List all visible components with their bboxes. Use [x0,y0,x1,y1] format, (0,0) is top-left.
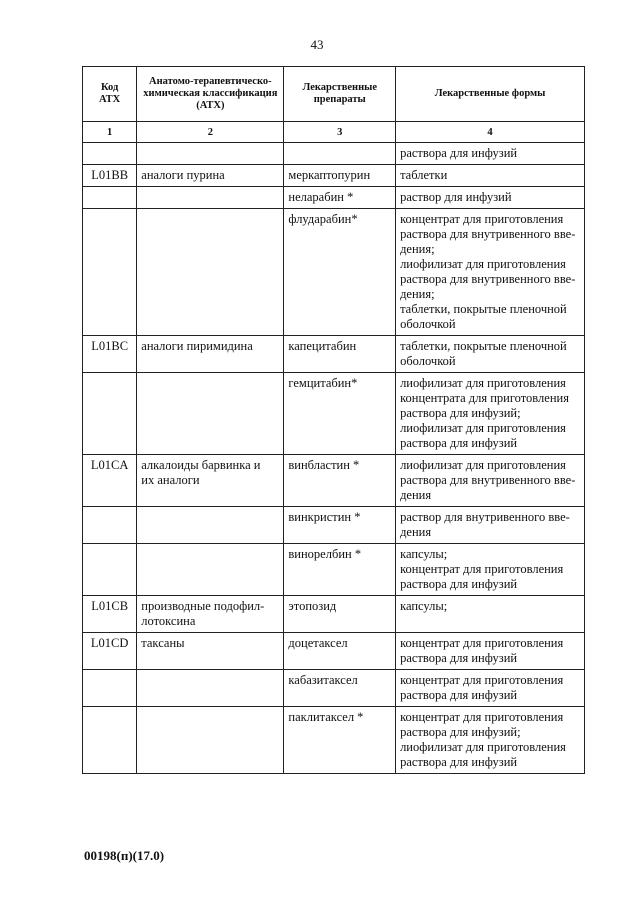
atx-code-cell: L01CD [83,633,137,670]
atx-code-cell [83,507,137,544]
dosage-forms-cell: таблетки, покрытые пленочной оболочкой [396,336,585,373]
atx-code-cell: L01CB [83,596,137,633]
column-number: 4 [396,122,585,143]
dosage-forms-cell: концентрат для приготовления раствора для внутривенного вве- дения; лиофилизат для приготовления раствора для внутривенного вве- дения; таблетки, покрытые пленочной оболочкой [396,209,585,336]
atx-code-cell [83,187,137,209]
page-number: 43 [310,37,324,52]
dosage-forms-cell: лиофилизат для приготовления раствора для внутривенного вве- дения [396,455,585,507]
atx-class-cell [137,209,284,336]
table-row [83,455,585,507]
drug-name-cell: кабазитаксел [284,670,396,707]
atx-code-cell [83,143,137,165]
table-row [83,544,585,596]
atx-code-cell [83,209,137,336]
atx-code-cell [83,373,137,455]
dosage-forms-cell: раствора для инфузий [396,143,585,165]
drug-name-cell: флударабин* [284,209,396,336]
table-row [83,707,585,774]
atx-class-cell [137,373,284,455]
table-row [83,507,585,544]
table-row [83,670,585,707]
table-body [83,143,585,774]
table-row [83,596,585,633]
column-number: 1 [83,122,137,143]
dosage-forms-cell: лиофилизат для приготовления концентрата для приготовления раствора для инфузий; лиофилизат для приготовления раствора для инфузий [396,373,585,455]
dosage-forms-cell: таблетки [396,165,585,187]
table-row [83,209,585,336]
dosage-forms-cell: концентрат для приготовления раствора для инфузий [396,633,585,670]
document-code: 00198(п)(17.0) [84,848,165,863]
table-row [83,187,585,209]
header-atx-classification: Анатомо-терапевтическо- химическая классификация (АТХ) [137,67,284,122]
atx-class-cell [137,670,284,707]
atx-code-cell [83,544,137,596]
atx-class-cell [137,544,284,596]
dosage-forms-cell: концентрат для приготовления раствора для инфузий [396,670,585,707]
atx-code-cell [83,670,137,707]
drug-name-cell [284,143,396,165]
atx-class-cell: аналоги пурина [137,165,284,187]
atx-code-cell [83,707,137,774]
atx-code-cell: L01CA [83,455,137,507]
atx-class-cell: алкалоиды барвинка и их аналоги [137,455,284,507]
drug-name-cell: паклитаксел * [284,707,396,774]
header-row [83,67,585,122]
atx-code-cell: L01BC [83,336,137,373]
dosage-forms-cell: концентрат для приготовления раствора для инфузий; лиофилизат для приготовления раствора для инфузий [396,707,585,774]
dosage-forms-cell: капсулы; концентрат для приготовления раствора для инфузий [396,544,585,596]
drug-name-cell: винкристин * [284,507,396,544]
atx-table [82,66,585,774]
table-row [83,336,585,373]
atx-code-cell: L01BB [83,165,137,187]
atx-class-cell [137,707,284,774]
dosage-forms-cell: капсулы; [396,596,585,633]
atx-class-cell: таксаны [137,633,284,670]
atx-class-cell [137,507,284,544]
drug-name-cell: этопозид [284,596,396,633]
atx-class-cell [137,143,284,165]
drug-name-cell: винорелбин * [284,544,396,596]
drug-name-cell: неларабин * [284,187,396,209]
column-number: 3 [284,122,396,143]
drug-name-cell: меркаптопурин [284,165,396,187]
atx-class-cell [137,187,284,209]
table-row [83,633,585,670]
table-row [83,165,585,187]
header-atx-code: Код АТХ [83,67,137,122]
column-number: 2 [137,122,284,143]
dosage-forms-cell: раствор для инфузий [396,187,585,209]
table-row [83,143,585,165]
drug-name-cell: гемцитабин* [284,373,396,455]
atx-class-cell: аналоги пиримидина [137,336,284,373]
atx-class-cell: производные подофил- лотоксина [137,596,284,633]
drug-name-cell: капецитабин [284,336,396,373]
dosage-forms-cell: раствор для внутривенного вве- дения [396,507,585,544]
column-number-row [83,122,585,143]
header-drugs: Лекарственные препараты [284,67,396,122]
drug-name-cell: винбластин * [284,455,396,507]
table-row [83,373,585,455]
drug-name-cell: доцетаксел [284,633,396,670]
header-dosage-forms: Лекарственные формы [396,67,585,122]
